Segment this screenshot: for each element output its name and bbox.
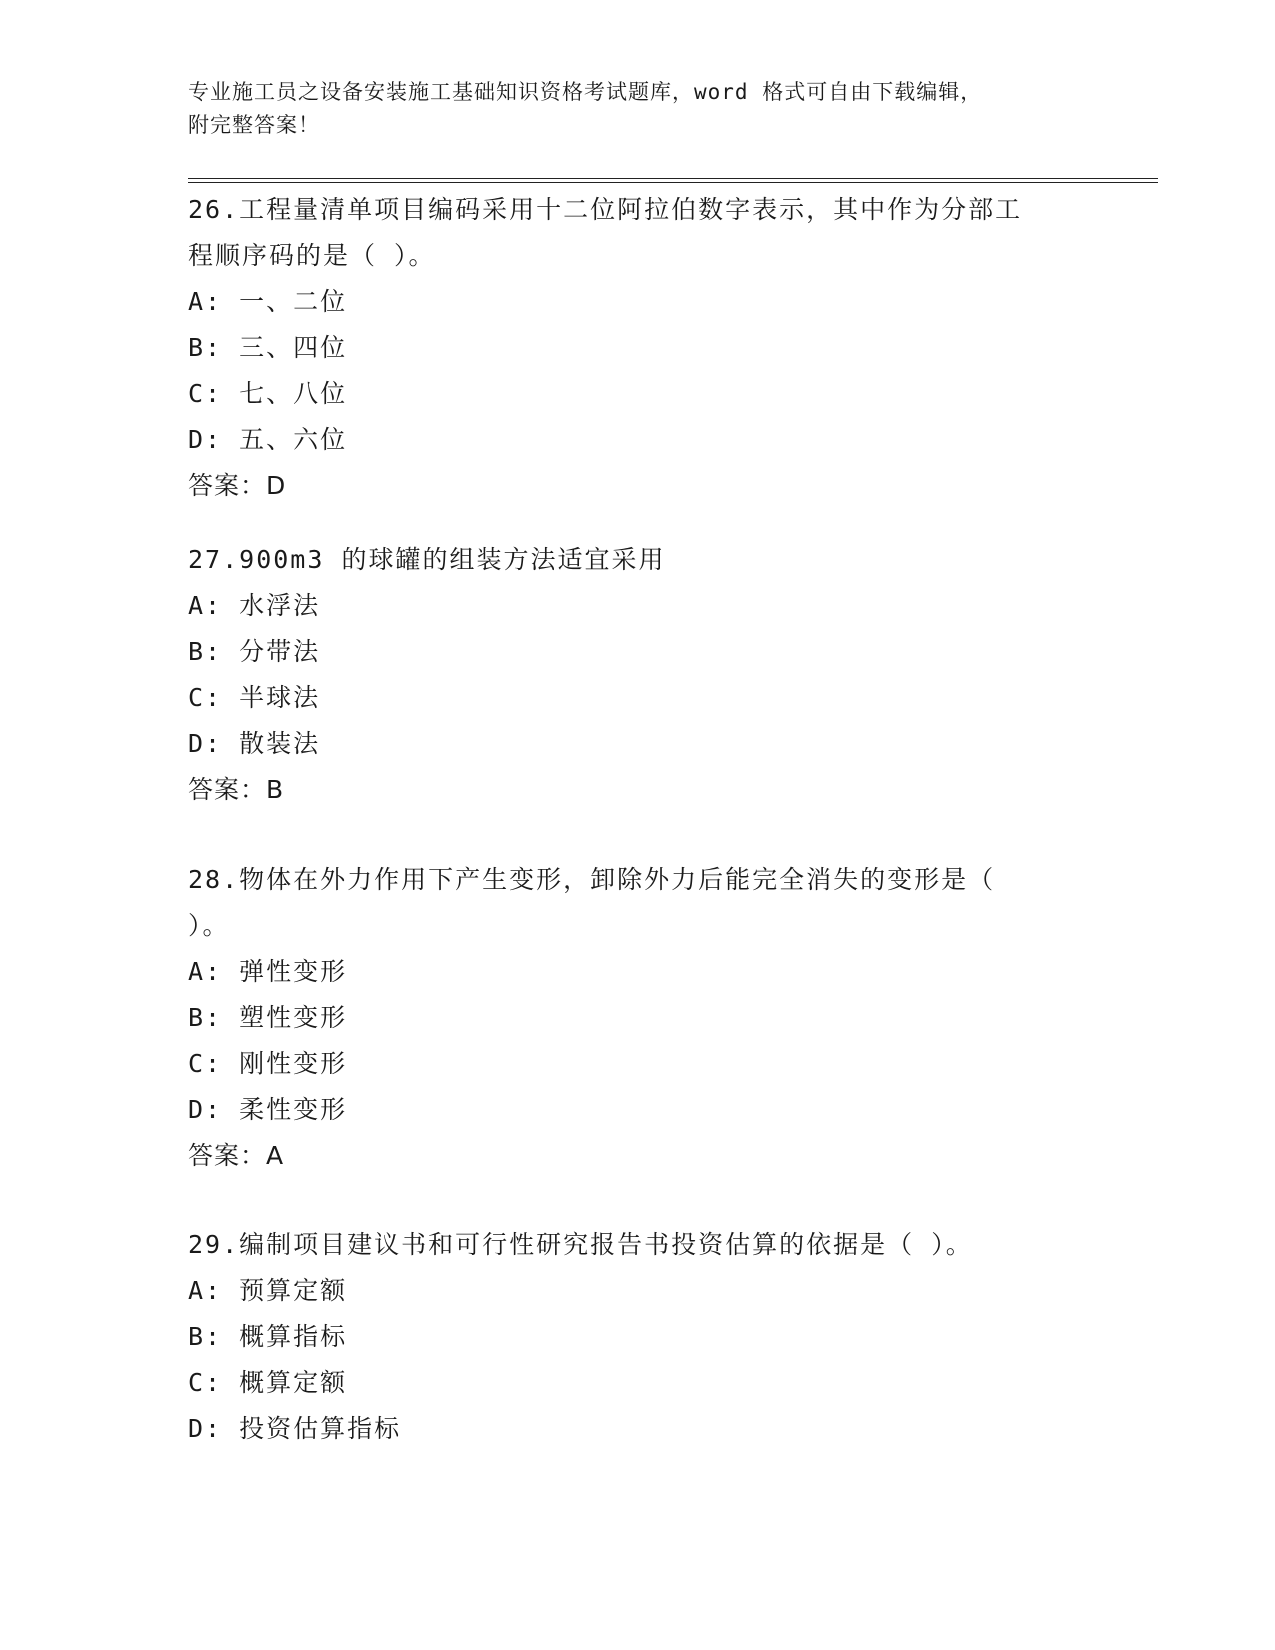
question-stem-continued: 程顺序码的是（ ）。 (188, 241, 436, 270)
option-a: A: 预算定额 (188, 1276, 348, 1305)
question-stem: 29.编制项目建议书和可行性研究报告书投资估算的依据是（ ）。 (188, 1230, 973, 1259)
answer: 答案：B (188, 775, 285, 804)
answer: 答案：D (188, 471, 287, 500)
option-a: A: 弹性变形 (188, 957, 348, 986)
option-a: A: 一、二位 (188, 287, 348, 316)
option-d: D: 五、六位 (188, 425, 348, 454)
header-line-1: 专业施工员之设备安装施工基础知识资格考试题库，word 格式可自由下载编辑， (188, 80, 983, 104)
option-b: B: 塑性变形 (188, 1003, 348, 1032)
answer: 答案：A (188, 1141, 285, 1170)
question-27 (188, 537, 1088, 813)
question-28 (188, 857, 1088, 1179)
header-line-2: 附完整答案！ (188, 113, 320, 137)
option-b: B: 分带法 (188, 637, 321, 666)
option-c: C: 刚性变形 (188, 1049, 348, 1078)
option-d: D: 散装法 (188, 729, 321, 758)
option-b: B: 概算指标 (188, 1322, 348, 1351)
option-b: B: 三、四位 (188, 333, 348, 362)
question-26 (188, 187, 1088, 509)
option-c: C: 七、八位 (188, 379, 348, 408)
header-divider-top (188, 178, 1158, 179)
question-29 (188, 1222, 1088, 1452)
question-stem: 28.物体在外力作用下产生变形，卸除外力后能完全消失的变形是（ (188, 865, 996, 894)
option-c: C: 概算定额 (188, 1368, 348, 1397)
option-d: D: 投资估算指标 (188, 1414, 402, 1443)
question-stem-continued: ）。 (188, 911, 230, 940)
header-divider-bottom (188, 182, 1158, 183)
option-d: D: 柔性变形 (188, 1095, 348, 1124)
question-stem: 27.900m3 的球罐的组装方法适宜采用 (188, 545, 666, 574)
document-header (188, 76, 1068, 142)
option-a: A: 水浮法 (188, 591, 321, 620)
question-stem: 26.工程量清单项目编码采用十二位阿拉伯数字表示，其中作为分部工 (188, 195, 1023, 224)
option-c: C: 半球法 (188, 683, 321, 712)
